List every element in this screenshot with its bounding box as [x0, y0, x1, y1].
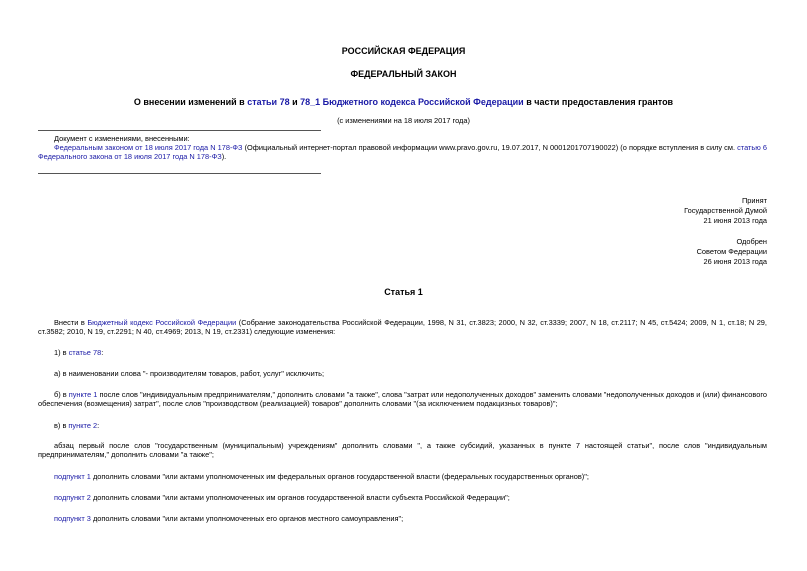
bottom-rule: [38, 173, 321, 174]
subpoint-1-link[interactable]: подпункт 1: [54, 472, 91, 481]
amendment-law-link[interactable]: Федеральным законом от 18 июля 2017 года N 178-ФЗ: [54, 143, 243, 152]
intro-text-1: Внести в: [54, 318, 88, 327]
item1b-text-1: б) в: [54, 390, 69, 399]
subpoint-1: [54, 472, 589, 481]
item-1a: а) в наименовании слова "- производителям товаров, работ, услуг" исключить;: [54, 369, 325, 378]
item-1: [54, 348, 103, 357]
item-1b: [38, 390, 767, 408]
title-link-article-78-1[interactable]: 78_1 Бюджетного кодекса Российской Федерации: [300, 97, 524, 107]
amendments-text: [38, 143, 767, 161]
article-78-link[interactable]: статье 78: [68, 348, 102, 357]
point-1-link[interactable]: пункте 1: [68, 390, 98, 399]
amendment-article-6-link[interactable]: статью 6 Федерального закона от 18 июля 2017 года N 178-ФЗ: [38, 143, 767, 161]
subpoint-3-link[interactable]: подпункт 3: [54, 514, 91, 523]
article-heading: Статья 1: [384, 287, 423, 297]
intro-text-2: (Собрание законодательства Российской Федерации, 1998, N 31, ст.3823; 2000, N 32, ст.3339; 2007, N 18, ст.2117; N 45, ст.5424; 2009, N 1, ст.18; N 29, ст.3582; 2010, N 19, ст.2291; N 40, ст.4969; 2013, N 19, ст.2331) следующие изменения:: [38, 318, 767, 336]
law-type-heading: ФЕДЕРАЛЬНЫЙ ЗАКОН: [350, 69, 457, 79]
item1-text-2: :: [101, 348, 104, 357]
approved-date: 26 июня 2013 года: [703, 257, 767, 266]
item1c-text-2: :: [97, 421, 100, 430]
approved-by: Советом Федерации: [696, 247, 767, 256]
subpoint-3-text: дополнить словами "или актами уполномоченных его органов местного самоуправления";: [90, 514, 404, 523]
subpoint-2-text: дополнить словами "или актами уполномоченных им органов государственной власти субъекта Российской Федерации";: [90, 493, 510, 502]
title-text-3: в части предоставления грантов: [523, 97, 674, 107]
amendment-text-1: (Официальный интернет-портал правовой информации www.pravo.gov.ru, 19.07.2017, N 0001201707190022) (о порядке вступления в силу см.: [242, 143, 738, 152]
item1b-text-2: после слов "индивидуальным предпринимателям," дополнить словами "а также", слова "затрат или недополученных доходов" заменить словами "недополученных доходов и (или) финансового обеспечения (возмещения) затрат", после слов "производством (реализацией) товаров" дополнить словами "(за исключением подакцизных товаров)";: [38, 390, 768, 408]
subpoint-1-text: дополнить словами "или актами уполномоченных им федеральных органов государственной власти (федеральных государственных органов)";: [90, 472, 589, 481]
item-1c: [54, 421, 99, 430]
point-2-link[interactable]: пункте 2: [68, 421, 98, 430]
paragraph-1: абзац первый после слов "государственным (муниципальным) учреждениям" дополнить словами ", а также субсидий, указанных в пункте 7 настоящей статьи", после слов "индивидуальным предпринимателям," дополнить словами "а также";: [38, 441, 767, 459]
item1-text-1: 1) в: [54, 348, 69, 357]
subpoint-2: [54, 493, 510, 502]
article-intro: [38, 318, 767, 336]
country-heading: РОССИЙСКАЯ ФЕДЕРАЦИЯ: [341, 46, 466, 56]
budget-code-link[interactable]: Бюджетный кодекс Российской Федерации: [87, 318, 237, 327]
amendment-text-2: ).: [221, 152, 227, 161]
changes-note: (с изменениями на 18 июля 2017 года): [337, 116, 470, 125]
amendments-label: Документ с изменениями, внесенными:: [54, 134, 190, 143]
title-link-article-78[interactable]: статьи 78: [247, 97, 290, 107]
title-text-2: и: [289, 97, 301, 107]
subpoint-3: [54, 514, 403, 523]
top-rule: [38, 130, 321, 131]
item1c-text-1: в) в: [54, 421, 69, 430]
accepted-date: 21 июня 2013 года: [703, 216, 767, 225]
law-title: [0, 97, 807, 108]
accepted-by: Государственной Думой: [684, 206, 767, 215]
title-text-1: О внесении изменений в: [133, 97, 248, 107]
subpoint-2-link[interactable]: подпункт 2: [54, 493, 91, 502]
accepted-label: Принят: [741, 196, 767, 205]
approved-label: Одобрен: [736, 237, 767, 246]
